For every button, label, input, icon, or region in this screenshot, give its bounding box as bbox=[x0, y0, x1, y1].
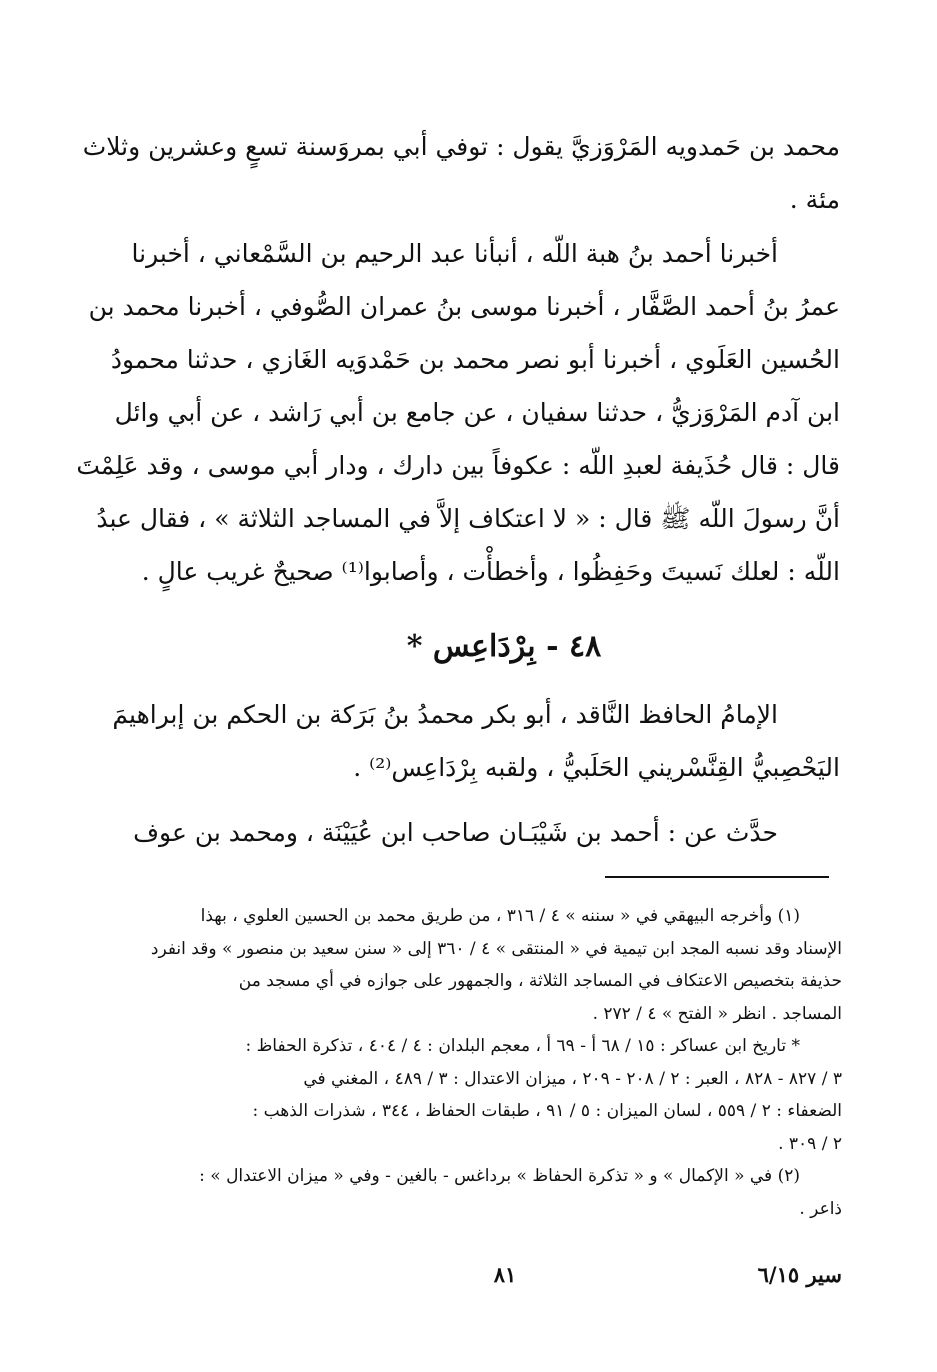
footnote-line: ذاعر . bbox=[799, 1198, 842, 1219]
page-number: ٨١ bbox=[493, 1262, 517, 1287]
footnote-line: المساجد . انظر « الفتح » ٤ / ٢٧٢ . bbox=[592, 1003, 842, 1024]
biography-paragraph bbox=[112, 688, 840, 794]
footnote-line: حذيفة بتخصيص الاعتكاف في المساجد الثلاثة ، والجمهور على جوازه في أي مسجد من bbox=[238, 971, 842, 991]
text-line: عمرُ بنُ أحمد الصَّفَّار ، أخبرنا موسى بنُ عمران الصُّوفي ، أخبرنا محمد بن bbox=[88, 292, 840, 321]
footnote-line: ٣ / ٨٢٧ - ٨٢٨ ، العبر : ٢ / ٢٠٨ - ٢٠٩ ، ميزان الاعتدال : ٣ / ٤٨٩ ، المغني في bbox=[303, 1068, 842, 1089]
folio-signature: سير ٦/١٥ bbox=[757, 1262, 842, 1287]
footnote-line: (١) وأخرجه البيهقي في « سننه » ٤ / ٣١٦ ، من طريق محمد بن الحسين العلوي ، بهذا bbox=[200, 906, 800, 926]
text-line: الإمامُ الحافظ النَّاقد ، أبو بكر محمدُ بنُ بَرَكة بن الحكم بن إبراهيمَ bbox=[112, 700, 778, 729]
section-heading: ٤٨ - بِرْدَاعِس * bbox=[406, 629, 602, 664]
intro-paragraph bbox=[82, 120, 840, 226]
narration-paragraph bbox=[133, 806, 840, 859]
text-line: حدَّث عن : أحمد بن شَيْبَـان صاحب ابن عُيَيْنَة ، ومحمد بن عوف bbox=[133, 818, 778, 847]
isnad-paragraph bbox=[76, 227, 840, 598]
text-line: اللّه : لعلك نَسيتَ وحَفِظُوا ، وأخطأْت ، وأصابوا⁽¹⁾ صحيحٌ غريب عالٍ . bbox=[141, 557, 840, 586]
text-line: أخبرنا أحمد بنُ هبة اللّه ، أنبأنا عبد الرحيم بن السَّمْعاني ، أخبرنا bbox=[131, 239, 778, 268]
footnote-line: (٢) في « الإكمال » و « تذكرة الحفاظ » برداغس - بالغين - وفي « ميزان الاعتدال » : bbox=[199, 1166, 800, 1186]
text-line: قال : قال حُذَيفة لعبدِ اللّه : عكوفاً بين دارك ، ودار أبي موسى ، وقد عَلِمْتَ bbox=[76, 451, 840, 480]
text-line: أنَّ رسولَ اللّه ﷺ قال : « لا اعتكاف إلاَّ في المساجد الثلاثة » ، فقال عبدُ bbox=[96, 504, 840, 533]
text-line: محمد بن حَمدويه المَرْوَزيَّ يقول : توفي أبي بمروَسنة تسعٍ وعشرين وثلاث bbox=[82, 132, 840, 161]
footnote-line: ٢ / ٣٠٩ . bbox=[778, 1133, 842, 1154]
text-line: مئة . bbox=[789, 185, 840, 214]
page-footer bbox=[168, 1262, 842, 1302]
text-line: ابن آدم المَرْوَزيُّ ، حدثنا سفيان ، عن جامع بن أبي رَاشد ، عن أبي وائل bbox=[114, 398, 840, 427]
text-line: اليَحْصِبيُّ القِنَّسْريني الحَلَبيُّ ، ولقبه بِرْدَاعِس⁽²⁾ . bbox=[353, 753, 840, 782]
text-line: الحُسين العَلَوي ، أخبرنا أبو نصر محمد بن حَمْدوَيه الغَازي ، حدثنا محمودُ bbox=[110, 345, 840, 374]
footnote-line: الضعفاء : ٢ / ٥٥٩ ، لسان الميزان : ٥ / ٩١ ، طبقات الحفاظ ، ٣٤٤ ، شذرات الذهب : bbox=[252, 1101, 842, 1121]
footnote-separator bbox=[605, 876, 829, 878]
footnotes bbox=[150, 900, 842, 1225]
footnote-line: * تاريخ ابن عساكر : ١٥ / ٦٨ أ - ٦٩ أ ، معجم البلدان : ٤ / ٤٠٤ ، تذكرة الحفاظ : bbox=[245, 1036, 800, 1056]
footnote-line: الإسناد وقد نسبه المجد ابن تيمية في « المنتقى » ٤ / ٣٦٠ إلى « سنن سعيد بن منصور » وقد انفرد bbox=[150, 938, 842, 959]
